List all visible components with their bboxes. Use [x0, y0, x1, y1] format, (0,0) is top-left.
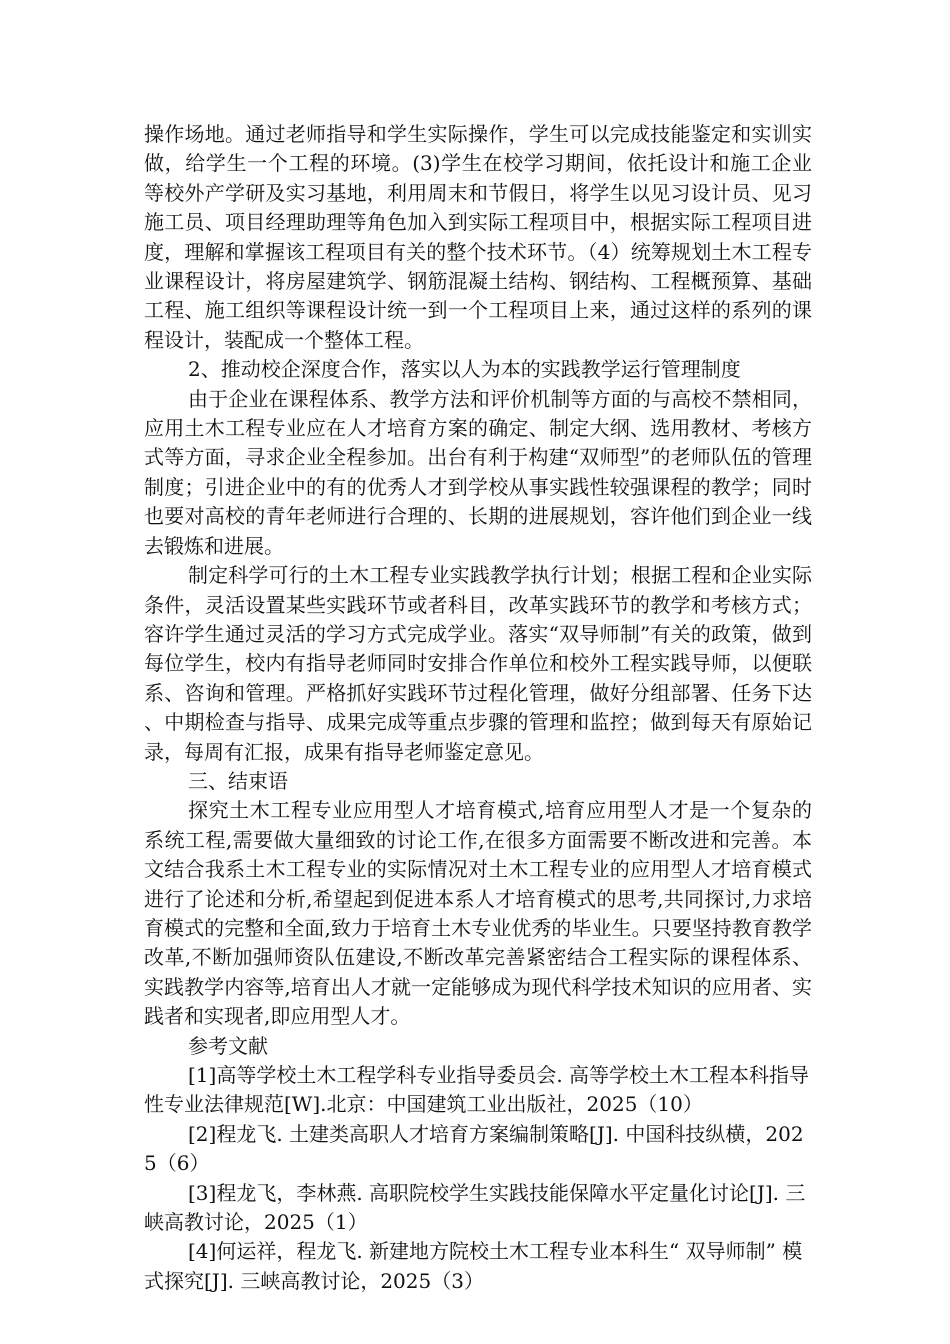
reference-item-2: [2]程龙飞. 土建类高职人才培育方案编制策略[J]. 中国科技纵横，2025（6） [144, 1121, 804, 1176]
reference-item-1: [1]高等学校土木工程学科专业指导委员会. 高等学校土木工程本科指导性专业法律规范[W].北京：中国建筑工业出版社，2025（10） [144, 1063, 810, 1117]
section-heading-conclusion: 三、结束语 [188, 768, 288, 793]
paragraph-practice-site: 操作场地。通过老师指导和学生实际操作，学生可以完成技能鉴定和实训实做，给学生一个工程的环境。(3)学生在校学习期间，依托设计和施工企业等校外产学研及实习基地，利用周末和节假日，将学生以见习设计员、见习施工员、项目经理助理等角色加入到实际工程项目中，根据实际工程项目进度，理解和掌握该工程项目有关的整个技术环节。（4）统筹规划土木工程专业课程设计，将房屋建筑学、钢筋混凝土结构、钢结构、工程概预算、基础工程、施工组织等课程设计统一到一个工程项目上来，通过这样的系列的课程设计，装配成一个整体工程。 [144, 122, 812, 352]
reference-item-3: [3]程龙飞，李林燕. 高职院校学生实践技能保障水平定量化讨论[J]. 三峡高教讨论，2025（1） [144, 1180, 806, 1235]
paragraph-enterprise: 由于企业在课程体系、教学方法和评价机制等方面的与高校不禁相同，应用土木工程专业应在人才培育方案的确定、制定大纲、选用教材、考核方式等方面，寻求企业全程参加。出台有利于构建“双师型”的老师队伍的管理制度；引进企业中的有的优秀人才到学校从事实践性较强课程的教学；同时也要对高校的青年老师进行合理的、长期的进展规划，容许他们到企业一线去锻炼和进展。 [144, 386, 812, 558]
paragraph-teaching-plan: 制定科学可行的土木工程专业实践教学执行计划；根据工程和企业实际条件，灵活设置某些实践环节或者科目，改革实践环节的教学和考核方式；容许学生通过灵活的学习方式完成学业。落实“双导师制”有关的政策，做到每位学生，校内有指导老师同时安排合作单位和校外工程实践导师，以便联系、咨询和管理。严格抓好实践环节过程化管理，做好分组部署、任务下达、中期检查与指导、成果完成等重点步骤的管理和监控；做到每天有原始记录，每周有汇报，成果有指导老师鉴定意见。 [144, 563, 812, 764]
section-heading-cooperation: 2、推动校企深度合作，落实以人为本的实践教学运行管理制度 [188, 357, 741, 382]
paragraph-conclusion: 探究土木工程专业应用型人才培育模式,培育应用型人才是一个复杂的系统工程,需要做大量细致的讨论工作,在很多方面需要不断改进和完善。本文结合我系土木工程专业的实际情况对土木工程专业的应用型人才培育模式进行了论述和分析,希望起到促进本系人才培育模式的思考,共同探讨,力求培育模式的完整和全面,致力于培育土木专业优秀的毕业生。只要坚持教育教学改革,不断加强师资队伍建设,不断改革完善紧密结合工程实际的课程体系、实践教学内容等,培育出人才就一定能够成为现代科学技术知识的应用者、实践者和实现者,即应用型人才。 [144, 798, 812, 1029]
references-heading: 参考文献 [188, 1033, 268, 1058]
reference-item-4: [4]何运祥，程龙飞. 新建地方院校土木工程专业本科生“ 双导师制” 模式探究[J]. 三峡高教讨论，2025（3） [144, 1239, 803, 1293]
document-page [144, 120, 812, 1296]
